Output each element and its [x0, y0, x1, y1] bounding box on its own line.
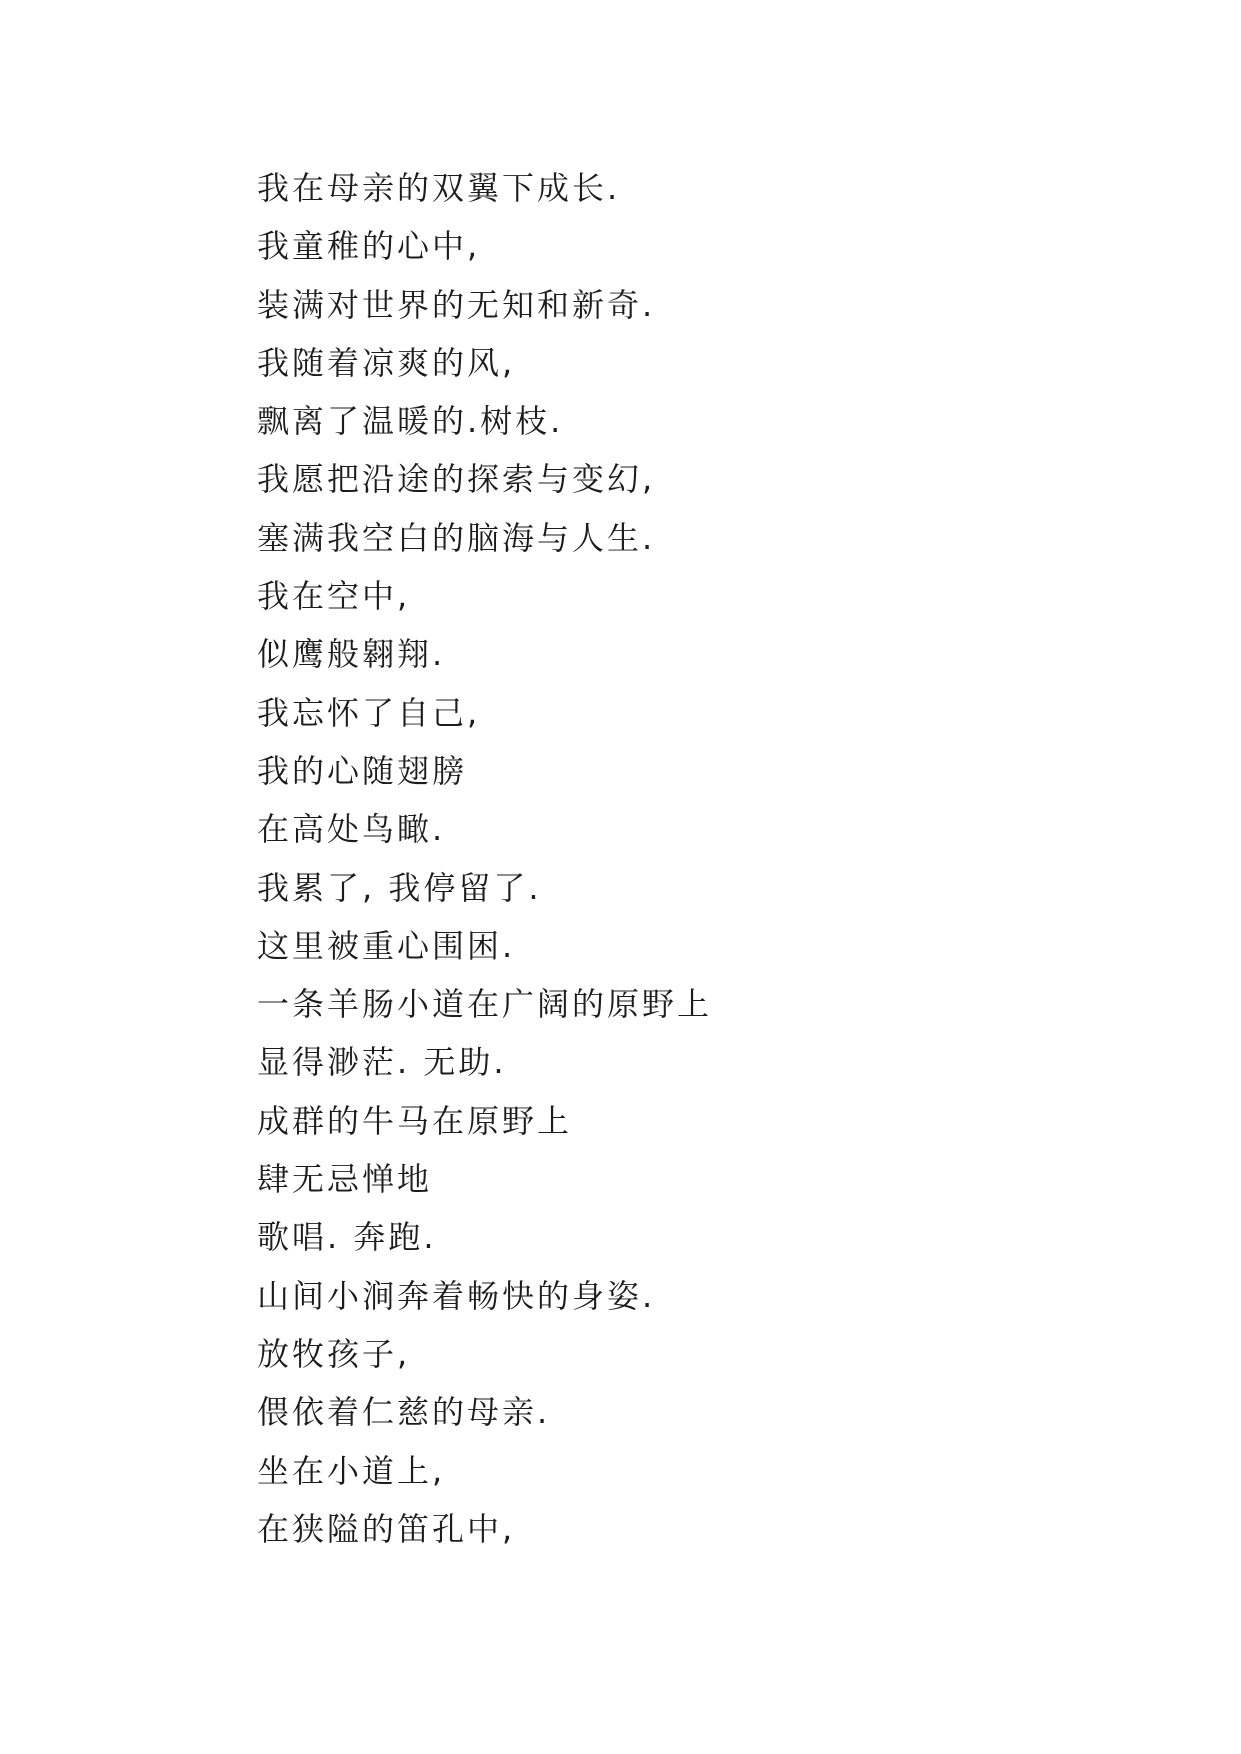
poem-line: 装满对世界的无知和新奇. — [257, 285, 656, 324]
poem-line: 一条羊肠小道在广阔的原野上 — [257, 985, 713, 1024]
poem-line: 塞满我空白的脑海与人生. — [257, 518, 656, 557]
poem-line: 偎依着仁慈的母亲. — [257, 1393, 551, 1432]
poem-line: 飘离了温暖的.树枝. — [257, 402, 564, 441]
poem-line: 我随着凉爽的风, — [257, 343, 516, 382]
poem-line: 我童稚的心中, — [257, 227, 481, 266]
poem-line: 山间小涧奔着畅快的身姿. — [257, 1276, 656, 1315]
poem-line: 成群的牛马在原野上 — [257, 1101, 573, 1140]
poem-line: 坐在小道上, — [257, 1451, 446, 1490]
poem-line: 肆无忌惮地 — [257, 1160, 433, 1199]
poem-line: 放牧孩子, — [257, 1334, 411, 1373]
poem-line: 在狭隘的笛孔中, — [257, 1509, 516, 1548]
poem-line: 我忘怀了自己, — [257, 693, 481, 732]
poem-line: 我累了, 我停留了. — [257, 868, 542, 907]
poem-line: 我在母亲的双翼下成长. — [257, 169, 621, 207]
poem-line: 在高处鸟瞰. — [257, 810, 446, 849]
poem-line: 似鹰般翱翔. — [257, 635, 446, 674]
poem-line: 歌唱. 奔跑. — [257, 1218, 437, 1257]
poem-line: 我的心随翅膀 — [257, 751, 468, 790]
poem-line: 我愿把沿途的探索与变幻, — [257, 460, 656, 499]
poem-text — [257, 159, 1077, 1558]
poem-line: 这里被重心围困. — [257, 926, 516, 965]
poem-line: 我在空中, — [257, 577, 411, 616]
poem-line: 显得渺茫. 无助. — [257, 1043, 507, 1082]
